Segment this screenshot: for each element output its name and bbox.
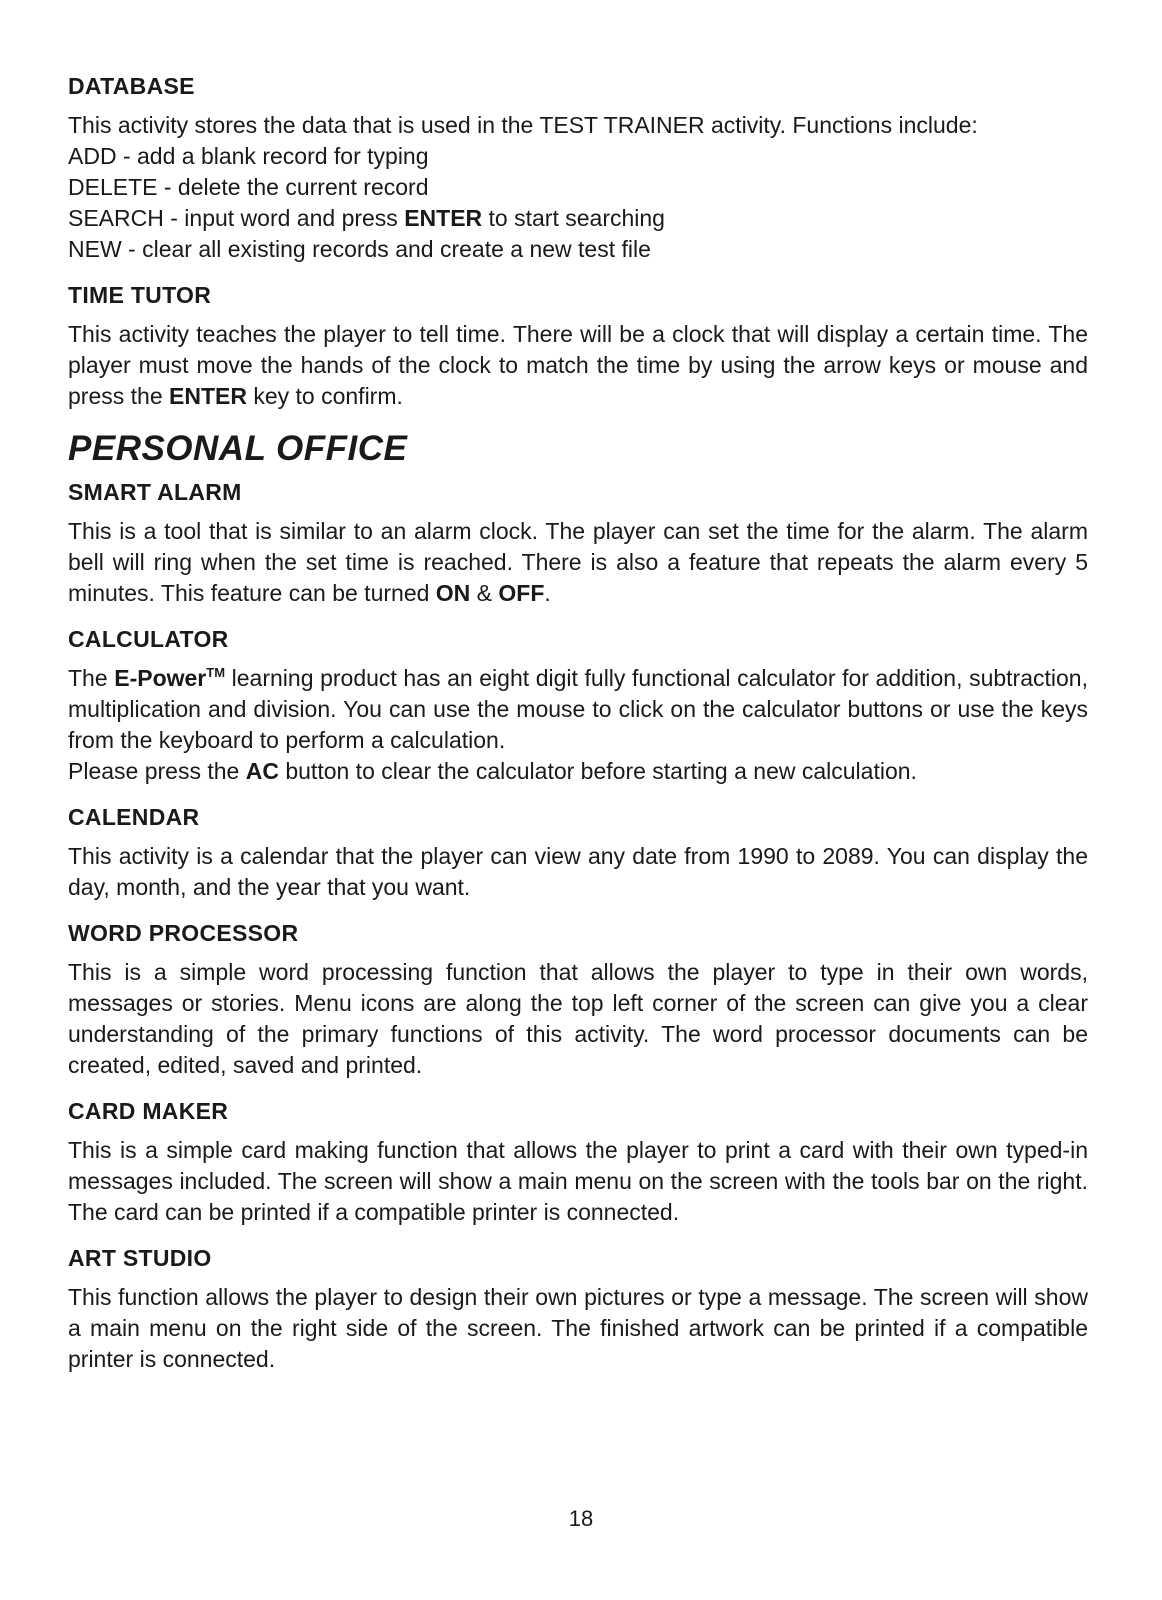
database-search-text-end: to start searching: [482, 205, 665, 231]
section-database: [68, 72, 1088, 265]
time-tutor-enter: ENTER: [169, 383, 247, 409]
heading-calendar: CALENDAR: [68, 804, 200, 830]
heading-personal-office: PERSONAL OFFICE: [68, 429, 408, 468]
database-delete: DELETE - delete the current record: [68, 174, 429, 200]
heading-calculator: CALCULATOR: [68, 626, 229, 652]
art-studio-body: This function allows the player to design their own pictures or type a message. The screen will show a main menu on the right side of the screen. The finished artwork can be printed if a compatible printer is connected.: [68, 1284, 1088, 1372]
page-number: 18: [568, 1506, 594, 1531]
time-tutor-text: This activity teaches the player to tell time. There will be a clock that will display a certain time. The player must move the hands of the clock to match the time by using the arrow keys or mouse and press the: [68, 321, 1088, 409]
database-body: [68, 110, 1088, 265]
section-calculator: [68, 625, 1088, 787]
calendar-body: This activity is a calendar that the player can view any date from 1990 to 2089. You can display the day, month, and the year that you want.: [68, 843, 1088, 900]
manual-page: [68, 72, 1088, 1375]
calculator-text: learning product has an eight digit fully functional calculator for addition, subtraction, multiplication and division. You can use the mouse to click on the calculator buttons or use the keys from the keyboard to perform a calculation.: [68, 665, 1088, 753]
section-calendar: [68, 803, 1088, 903]
database-intro: This activity stores the data that is used in the TEST TRAINER activity. Functions include:: [68, 112, 978, 138]
calculator-para-1: [68, 663, 1088, 756]
calculator-text-start: The: [68, 665, 115, 691]
calculator-trademark: TM: [206, 665, 226, 680]
section-smart-alarm: [68, 478, 1088, 609]
calculator-body: [68, 663, 1088, 787]
heading-word-processor: WORD PROCESSOR: [68, 920, 299, 946]
calculator-brand: E-Power: [114, 665, 207, 691]
database-search-enter: ENTER: [404, 205, 483, 231]
calculator-para-2: [68, 756, 1088, 787]
smart-alarm-on: ON: [435, 580, 471, 606]
smart-alarm-period: .: [544, 580, 551, 606]
database-add: ADD - add a blank record for typing: [68, 143, 429, 169]
smart-alarm-amp: &: [470, 580, 499, 606]
database-new: NEW - clear all existing records and create a new test file: [68, 236, 651, 262]
heading-art-studio: ART STUDIO: [68, 1245, 212, 1271]
section-word-processor: [68, 919, 1088, 1081]
calculator-ac-text-end: button to clear the calculator before starting a new calculation.: [278, 758, 917, 784]
time-tutor-text-end: key to confirm.: [246, 383, 403, 409]
calculator-ac: AC: [245, 758, 279, 784]
word-processor-body: This is a simple word processing function that allows the player to type in their own words, messages or stories. Menu icons are along the top left corner of the screen can give you a clear understanding of the primary functions of this activity. The word processor documents can be created, edited, saved and printed.: [68, 959, 1088, 1078]
section-art-studio: [68, 1244, 1088, 1375]
database-search-text: SEARCH - input word and press: [68, 205, 405, 231]
heading-time-tutor: TIME TUTOR: [68, 282, 212, 308]
heading-database: DATABASE: [68, 73, 195, 99]
heading-card-maker: CARD MAKER: [68, 1098, 229, 1124]
smart-alarm-text: This is a tool that is similar to an alarm clock. The player can set the time for the alarm. The alarm bell will ring when the set time is reached. There is also a feature that repeats the alarm every 5 minutes. This feature can be turned: [68, 518, 1088, 606]
time-tutor-body: [68, 319, 1088, 412]
database-search: [68, 203, 1088, 234]
calculator-ac-text: Please press the: [68, 758, 246, 784]
section-card-maker: [68, 1097, 1088, 1228]
heading-smart-alarm: SMART ALARM: [68, 479, 242, 505]
smart-alarm-off: OFF: [498, 580, 545, 606]
card-maker-body: This is a simple card making function that allows the player to print a card with their own typed-in messages included. The screen will show a main menu on the screen with the tools bar on the right. The card can be printed if a compatible printer is connected.: [68, 1137, 1088, 1225]
smart-alarm-body: [68, 516, 1088, 609]
section-time-tutor: [68, 281, 1088, 412]
